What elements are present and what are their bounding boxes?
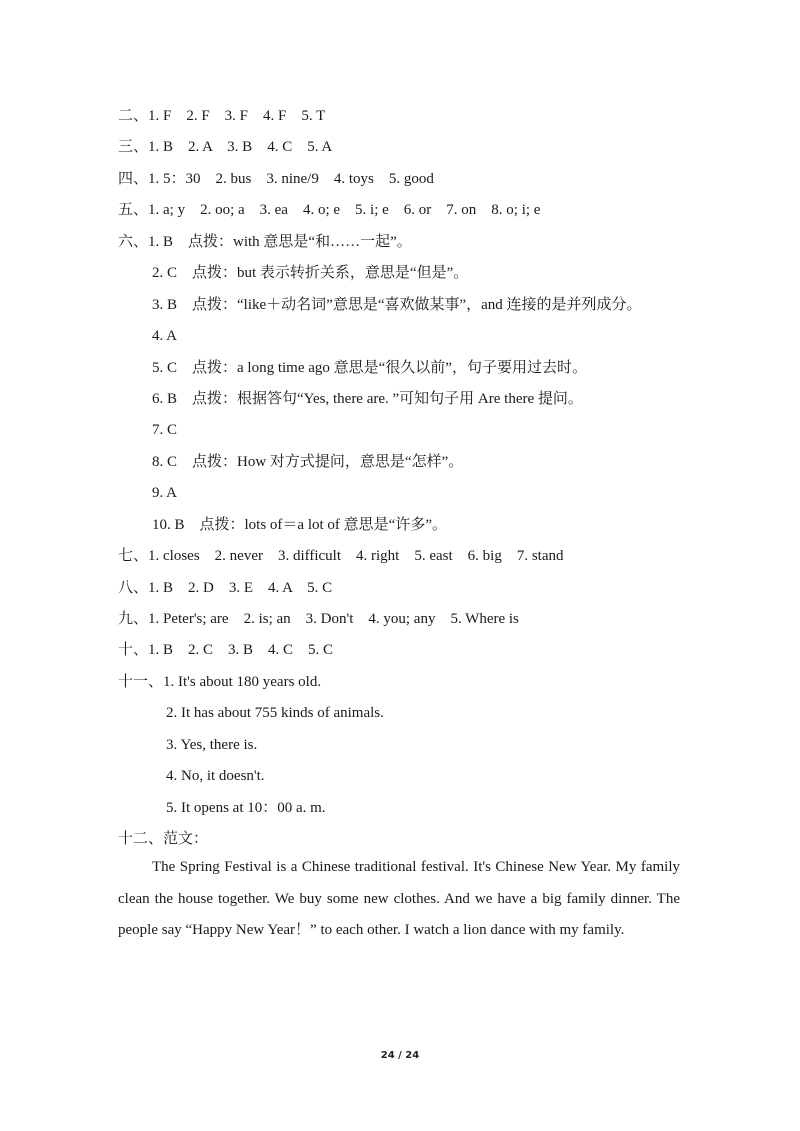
section-6-item-10: 10. B 点拨：lots of＝a lot of 意思是“许多”。 (152, 517, 447, 533)
section-9-answers: 九、1. Peter's; are 2. is; an 3. Don't 4. you; any 5. Where is (118, 611, 519, 627)
section-11-item-1: 十一、1. It's about 180 years old. (118, 674, 322, 690)
section-11-item-5: 5. It opens at 10：00 a. m. (166, 800, 326, 816)
section-4-answers: 四、1. 5：30 2. bus 3. nine/9 4. toys 5. good (118, 171, 434, 187)
section-6-item-7: 7. C (152, 422, 178, 438)
page-number: 24 / 24 (380, 1050, 420, 1061)
section-6-item-5: 5. C 点拨：a long time ago 意思是“很久以前”，句子要用过去时。 (152, 360, 587, 376)
section-11-item-4: 4. No, it doesn't. (166, 768, 265, 784)
section-11-item-3: 3. Yes, there is. (166, 737, 258, 753)
section-12-essay: The Spring Festival is a Chinese traditional festival. It's Chinese New Year. My family clean the house together. We buy some new clothes. And we have a big family dinner. The people say “Happy New Year！” to each other. I watch a lion dance with my family. (118, 859, 680, 938)
section-11-item-2: 2. It has about 755 kinds of animals. (166, 705, 384, 721)
section-8-answers: 八、1. B 2. D 3. E 4. A 5. C (118, 580, 333, 596)
section-6-item-4: 4. A (152, 328, 178, 344)
section-6-item-8: 8. C 点拨：How 对方式提问，意思是“怎样”。 (152, 454, 464, 470)
section-6-item-6: 6. B 点拨：根据答句“Yes, there are. ”可知句子用 Are there 提问。 (152, 391, 583, 407)
section-10-answers: 十、1. B 2. C 3. B 4. C 5. C (118, 642, 334, 658)
section-12-title: 十二、范文： (118, 831, 209, 847)
section-5-answers: 五、1. a; y 2. oo; a 3. ea 4. o; e 5. i; e 6. or 7. on 8. o; i; e (118, 202, 541, 218)
section-3-answers: 三、1. B 2. A 3. B 4. C 5. A (118, 139, 333, 155)
section-6-item-2: 2. C 点拨：but 表示转折关系，意思是“但是”。 (152, 265, 469, 281)
section-6-item-3: 3. B 点拨：“like＋动名词”意思是“喜欢做某事”，and 连接的是并列成分。 (152, 297, 642, 313)
section-2-answers: 二、1. F 2. F 3. F 4. F 5. T (118, 108, 326, 124)
section-6-item-1: 六、1. B 点拨：with 意思是“和……一起”。 (118, 234, 412, 250)
section-7-answers: 七、1. closes 2. never 3. difficult 4. right 5. east 6. big 7. stand (118, 548, 564, 564)
section-6-item-9: 9. A (152, 485, 178, 501)
